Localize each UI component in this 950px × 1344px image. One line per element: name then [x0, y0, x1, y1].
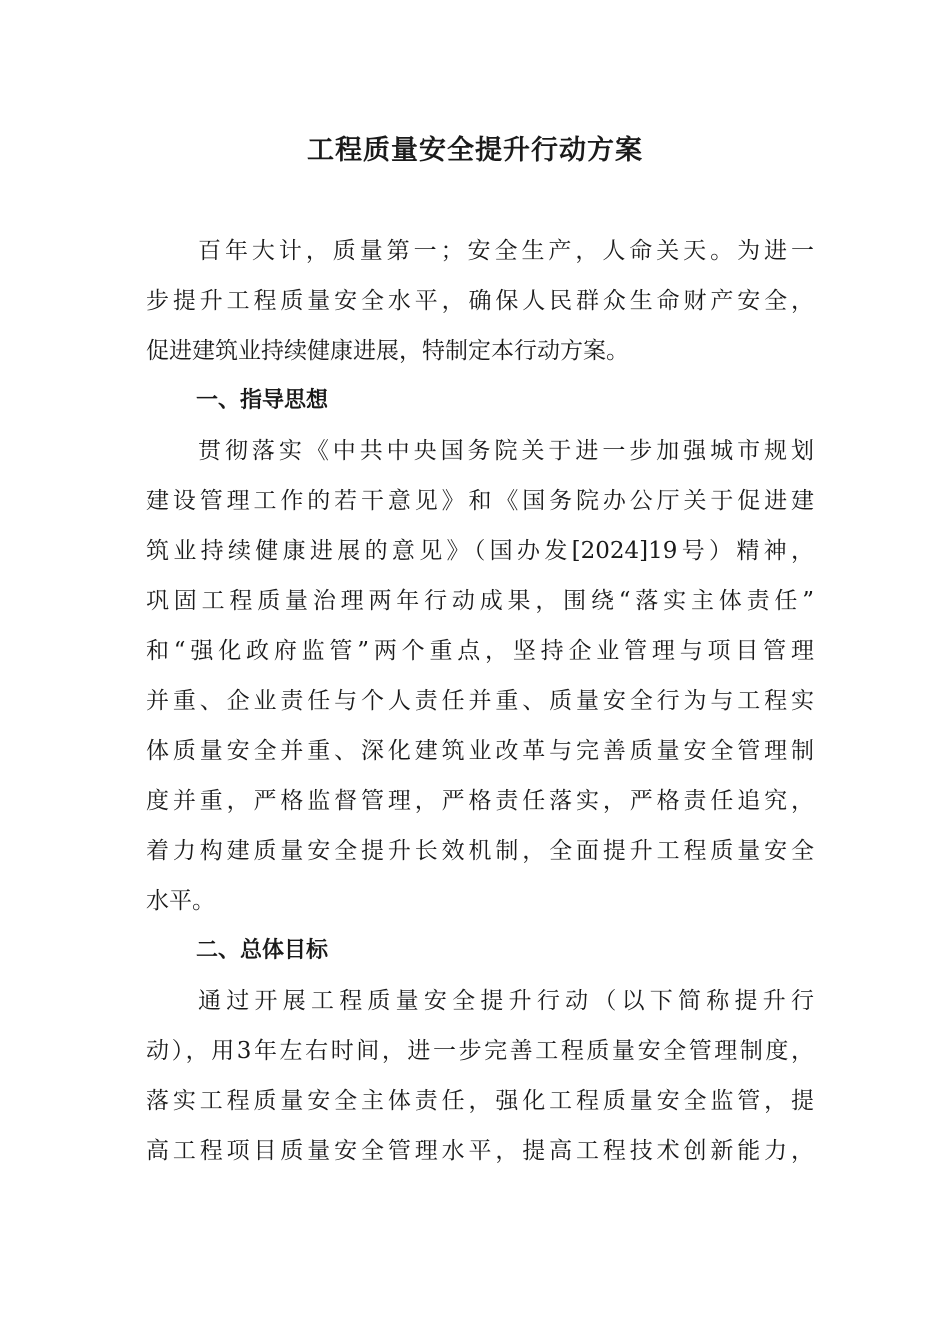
intro-line: 百年大计，质量第一；安全生产，人命关天。为进一: [198, 238, 814, 264]
paragraph-line: 和“强化政府监管”两个重点，坚持企业管理与项目管理: [146, 638, 814, 664]
paragraph-line: 动），用3年左右时间，进一步完善工程质量安全管理制度，: [146, 1038, 814, 1064]
section-heading-overall-goal: 二、总体目标: [196, 938, 329, 963]
document-title: 工程质量安全提升行动方案: [307, 135, 643, 166]
intro-line: 促进建筑业持续健康进展，特制定本行动方案。: [146, 338, 629, 364]
paragraph-line: 高工程项目质量安全管理水平，提高工程技术创新能力，: [146, 1138, 814, 1164]
paragraph-line: 筑业持续健康进展的意见》（国办发[2024]19号）精神，: [146, 538, 814, 564]
paragraph-line: 落实工程质量安全主体责任，强化工程质量安全监管，提: [146, 1088, 814, 1114]
paragraph-line: 体质量安全并重、深化建筑业改革与完善质量安全管理制: [146, 738, 814, 764]
guiding-ideology-paragraph: [146, 426, 814, 926]
paragraph-line: 建设管理工作的若干意见》和《国务院办公厅关于促进建: [146, 488, 814, 514]
document-body: [146, 226, 814, 1176]
paragraph-line: 通过开展工程质量安全提升行动（以下简称提升行: [198, 988, 814, 1014]
paragraph-line: 巩固工程质量治理两年行动成果，围绕“落实主体责任”: [146, 588, 814, 614]
paragraph-line: 着力构建质量安全提升长效机制，全面提升工程质量安全: [146, 838, 814, 864]
section-heading-guiding-ideology: 一、指导思想: [196, 388, 329, 413]
intro-line: 步提升工程质量安全水平，确保人民群众生命财产安全，: [146, 288, 814, 314]
paragraph-line: 水平。: [146, 888, 215, 914]
overall-goal-paragraph: [146, 976, 814, 1176]
paragraph-line: 贯彻落实《中共中央国务院关于进一步加强城市规划: [198, 438, 814, 464]
paragraph-line: 并重、企业责任与个人责任并重、质量安全行为与工程实: [146, 688, 814, 714]
paragraph-line: 度并重，严格监督管理，严格责任落实，严格责任追究，: [146, 788, 814, 814]
intro-paragraph: [146, 226, 814, 376]
